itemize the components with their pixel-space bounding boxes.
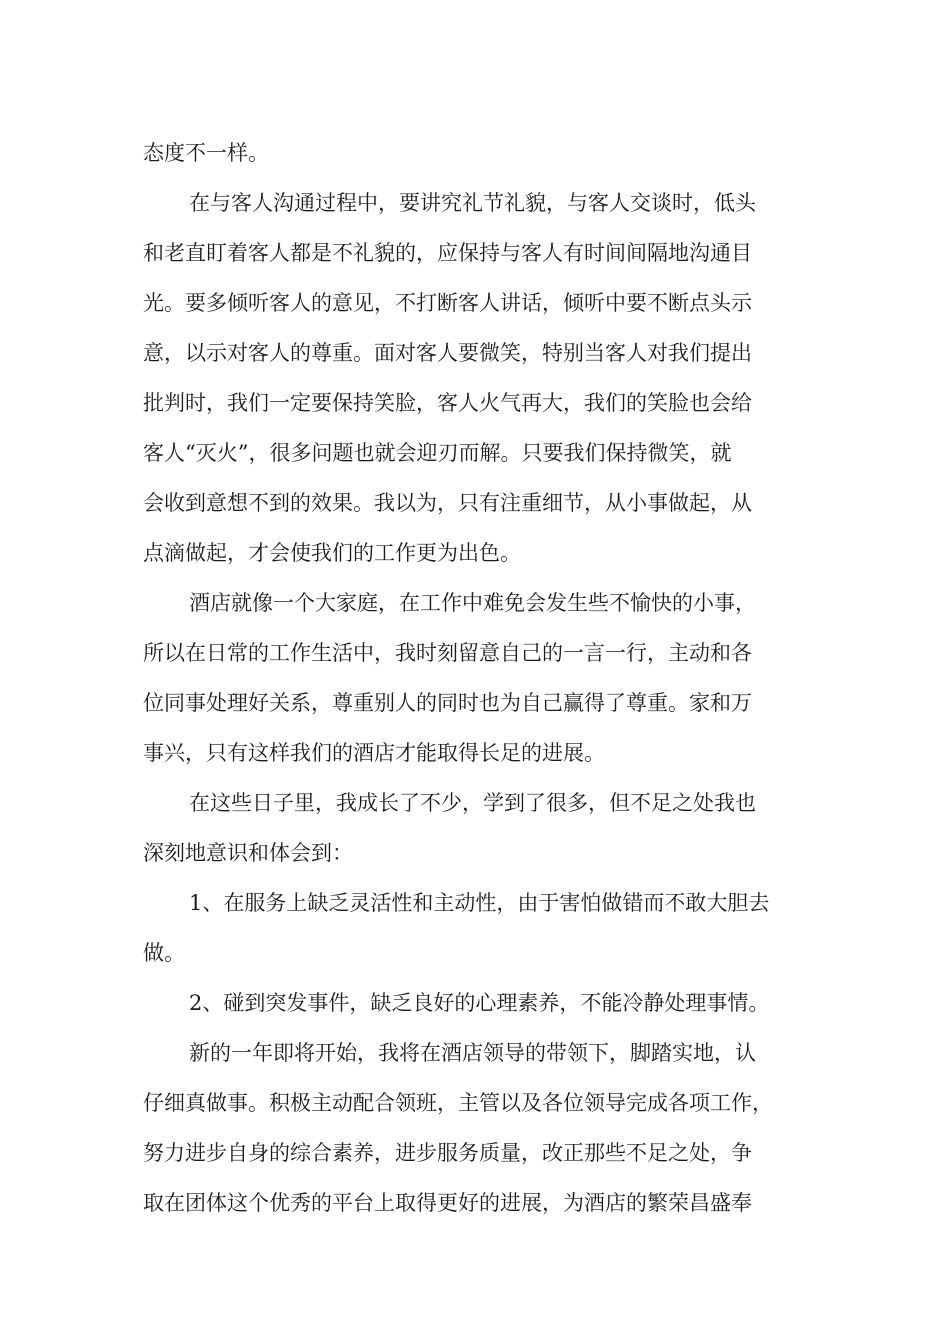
text-line: 努力进步自身的综合素养，进步服务质量，改正那些不足之处，争 xyxy=(143,1141,752,1165)
text-line: 深刻地意识和体会到： xyxy=(143,841,353,865)
paragraph-start-line: 酒店就像一个大家庭，在工作中难免会发生些不愉快的小事， xyxy=(189,591,756,615)
text-line: 位同事处理好关系，尊重别人的同时也为自己赢得了尊重。家和万 xyxy=(143,691,752,715)
text-line: 所以在日常的工作生活中，我时刻留意自己的一言一行，主动和各 xyxy=(143,641,752,665)
list-item-line: 1、在服务上缺乏灵活性和主动性，由于害怕做错而不敢大胆去 xyxy=(189,891,770,915)
text-line: 点滴做起，才会使我们的工作更为出色。 xyxy=(143,541,521,565)
list-item-line: 2、碰到突发事件，缺乏良好的心理素养，不能冷静处理事情。 xyxy=(189,991,770,1015)
text-line: 态度不一样。 xyxy=(143,141,269,165)
text-line: 会收到意想不到的效果。我以为，只有注重细节，从小事做起，从 xyxy=(143,491,752,515)
text-line: 和老直盯着客人都是不礼貌的，应保持与客人有时间间隔地沟通目 xyxy=(143,241,752,265)
paragraph-start-line: 新的一年即将开始，我将在酒店领导的带领下，脚踏实地，认 xyxy=(189,1041,756,1065)
text-line: 意，以示对客人的尊重。面对客人要微笑，特别当客人对我们提出 xyxy=(143,341,752,365)
text-line: 客人“灭火”，很多问题也就会迎刃而解。只要我们保持微笑，就 xyxy=(143,441,732,465)
text-line: 仔细真做事。积极主动配合领班，主管以及各位领导完成各项工作， xyxy=(143,1091,773,1115)
text-line: 光。要多倾听客人的意见，不打断客人讲话，倾听中要不断点头示 xyxy=(143,291,752,315)
text-line: 批判时，我们一定要保持笑脸，客人火气再大，我们的笑脸也会给 xyxy=(143,391,752,415)
text-line: 取在团体这个优秀的平台上取得更好的进展，为酒店的繁荣昌盛奉 xyxy=(143,1191,752,1215)
paragraph-start-line: 在与客人沟通过程中，要讲究礼节礼貌，与客人交谈时，低头 xyxy=(189,191,756,215)
text-line: 事兴，只有这样我们的酒店才能取得长足的进展。 xyxy=(143,741,605,765)
text-line: 做。 xyxy=(143,941,185,965)
paragraph-start-line: 在这些日子里，我成长了不少，学到了很多，但不足之处我也 xyxy=(189,791,756,815)
